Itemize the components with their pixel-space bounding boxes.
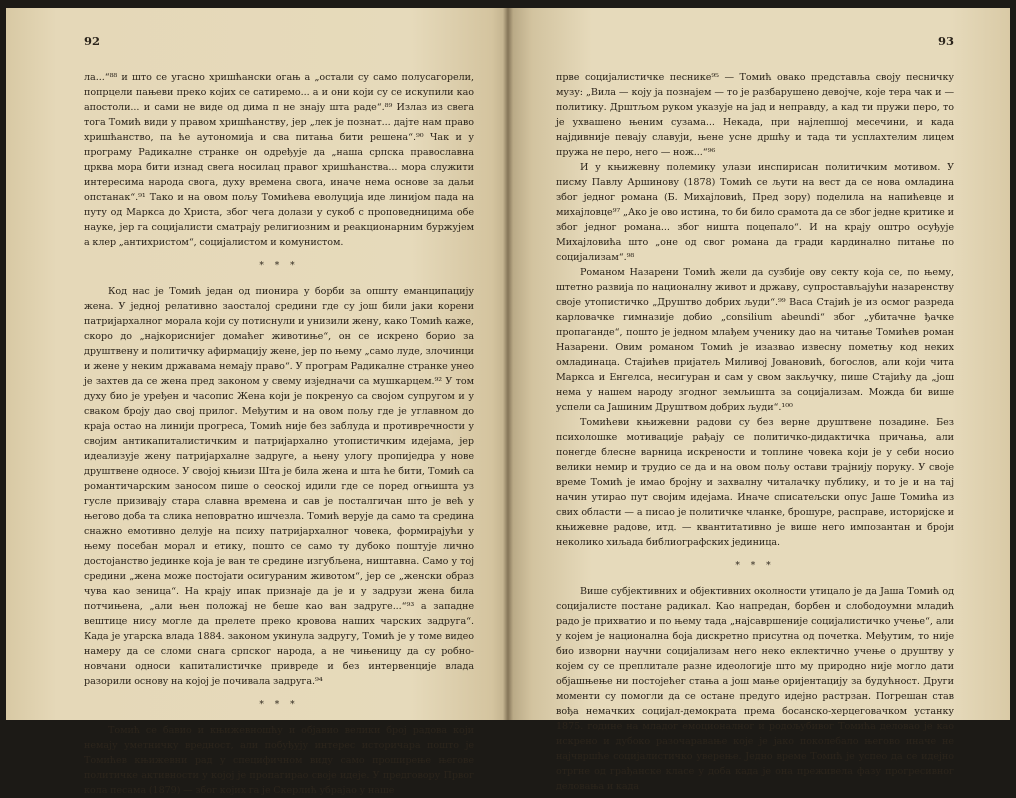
section-separator: * * * [735,561,775,571]
right-page [512,8,1010,792]
paragraph: ла...“⁸⁸ и што се угасно хришћански огањ а „остали су само полусагорели, попрцели пањеви преко којих се сатиремо... а и они који су се искупили као апостоли... и сами не виде од дима п не знају шта раде“.⁸⁹ Излаз из свега тога Томић види у правом хришћанству, јер „лек је познат... дајте нам право хришћанство, па ће аутономија и сва питања бити решена“.⁹⁰ Чак и у програму Радикалне странке он одређује да „наша српска православна црква мора бити изнад свега носилац правог хришћанства... мора служити интересима народа свога, духу времена свога, иначе нема основе за даљи опстанак“.⁹¹ Тако и на овом пољу Томићева еволуција иде линијом пада на путу од Маркса до Христа, због чега долази у сукоб с проповедницима обе науке, јер га социјалисти сматрају религиозним и реакционарним буржујем а клер „антихристом“, социјалистом и комунистом. [84,72,474,248]
paragraph: Томићеви књижевни радови су без верне друштвене позадине. Без психолошке мотивације рађају се политичко-дидактичка причања, али понегде блесне варница искрености и топлине човека који је у себи носио велики немир и трудио се да и на овом пољу остави трајнију поруку. У своје време Томић је имао бројну и захвалну читалачку публику, и то је и на тај начин утирао пут својим идејама. Иначе списатељски опус Јаше Томића из свих области — а писао је политичке чланке, брошуре, расправе, историјске и књижевне радове, итд. — квантитативно је више него импозантан и броји неколико хиљада библиографских јединица. [556,417,954,548]
paragraph: прве социјалистичке песнике⁹⁵ — Томић овако представља своју песничку музу: „Вила — коју ја познајем — то је разбарушено девојче, које тера чак и — политику. Дрштљом руком указује на јад и неправду, а кад ти пружи перо, то је ухвашено њеним сузама... Некада, при најлепшој месечини, и када најдивније певају славуји, њене усне дршћу и тада ти усплахтелим лицем пружа не перо, него — нож...“⁹⁶ [556,72,954,158]
section-separator: * * * [259,700,299,710]
paragraph: И у књижевну полемику улази инспирисан политичким мотивом. У писму Павлу Аршинову (1878) Томић се љути на вест да се нова омладина због једног романа (Б. Михајловић, Пред зору) поделила на напићевце и михајловце⁹⁷ „Ако је ово истина, то би било срамота да се због једне критике и због једног романа... због ништа поцепало“. И на крају оштро осуђује Михајловића што „оне од свог романа да гради кардинално питање по социјализам“.⁹⁸ [556,162,954,263]
paragraph: Више субјективних и објективних околности утицало је да Јаша Томић од социјалисте постане радикал. Као напредан, борбен и слободоумни младић радо је прихватио и по њему тада „најсавршеније социјалистичко учење“, али у којем је национална боја дискретно присутна од почетка. Међутим, то није био изворни научни социјализам него неко еклектично учење о друштву у којем су се преплитале разне идеологије што му природно није могло дати објашњење ни постојећег стања а још мање оријентацију за будућност. Други моменти су помогли да се остане предуго идејно растрзан. Погрешан став вођа немачких социјал-демократа према босанско-херцеговачком устанку 1875. године на младог емоционалног и родољубивог Томића деловао је као искрено и дубоко разочаравање које је јако поколебало његово иначе не најчвршће социјалистичко уверење. Једно време Томић је успео да се идејно отргне од грађанске класе у доба када је она преживела фазу прогресивног деловања и када [556,586,954,792]
page-number: 92 [84,34,101,48]
section-separator: * * * [259,261,299,271]
page-number: 93 [937,34,954,48]
left-page [6,8,512,796]
book-gutter [503,8,513,720]
paragraph: Томић се бавио и књижевношћу и објавио велики број радова који немају уметничку вредност, али побуђују интерес историчара пошто је Томићев књижевни рад у специфичном виду само проширење његове политичке активности у којој је пропагирао своје идеје. У предговору Првог кола песама (1879) — због којих га је Скерлић убрајао у наше [84,725,474,796]
paragraph: Романом Назарени Томић жели да сузбије ову секту која се, по њему, штетно развија по националну живот и државу, супростављајући назаренству своје утопистичко „Друштво добрих људи“.⁹⁹ Васа Стајић је из осмог разреда карловачке гимназије добио „consilium abeundi“ због „убитачне ђачке пропаганде“, пошто је једном млађем ученику дао на читање Томићев роман Назарени. Овим романом Томић је изазвао извесну пометњу код неких омладинаца. Стајићев пријатељ Миливој Јовановић, богослов, али који чита Маркса и Енгелса, несигуран и сам у свом закључку, пише Стајићу да „још нема у нашем народу згодног земљишта за социјализам. Можда би више успели са Јашиним Друштвом добрих људи“.¹⁰⁰ [556,267,954,413]
paragraph: Код нас је Томић један од пионира у борби за општу еманципацију жена. У једној релативно заосталој средини где су још били јаки корени патријархалног морала који су потиснули и унизили жену, како Томић каже, скоро до „најкориснијег домаћег животиње“, он се искрено борио за друштвену и политичку афирмацију жене, јер по њему „само луде, злочинци и жене у неким државама немају право“. У програм Радикалне странке унео је захтев да се жена пред законом у свему изједначи са мушкарцем.⁹² У том духу био је уређен и часопис Жена који је покренуо са својом супругом и у сваком броју дао свој прилог. Међутим и на овом пољу где је углавном до краја остао на линији прогреса, Томић није без заблуда и противречности у својим антикапиталистичким и патријархално утопистичким идејама, јер идеализује жену патријархалне задруге, а њену улогу пропиједра у нове друштвене односе. У својој књизи Шта је била жена и шта ће бити, Томић са романтичарским заносом пише о сеоској идили где се поред огњишта уз гусле призивају стара славна времена и сав је посталгичан што је већ у његово доба та слика неповратно ишчезла. Томић верује да само та средина снажно емотивно делује на психу патријархалног човека, формирајући у њему посебан морал и етику, пошто се само ту дубоко поштује лично достојанство јединке која је ван те средине изгубљена, ништавна. Само у тој средини „жена може постојати осигураним животом“, јер се „женски образ чува као зеница“. На крају ипак признаје да је и у задрузи жена била потчињена, „али њен положај не беше као ван задруге...“⁹³ а западне вештице нису могле да прелете преко кровова наших чарских задруга“. Када је угарска влада 1884. законом укинула задругу, Томић је у томе видео намеру да се сломи снага српског народа, а не чињеницу да су робно-новчани односи капиталистичке привреде и без интервенције влада разорили основу на којој је почивала задруга.⁹⁴ [84,286,474,687]
